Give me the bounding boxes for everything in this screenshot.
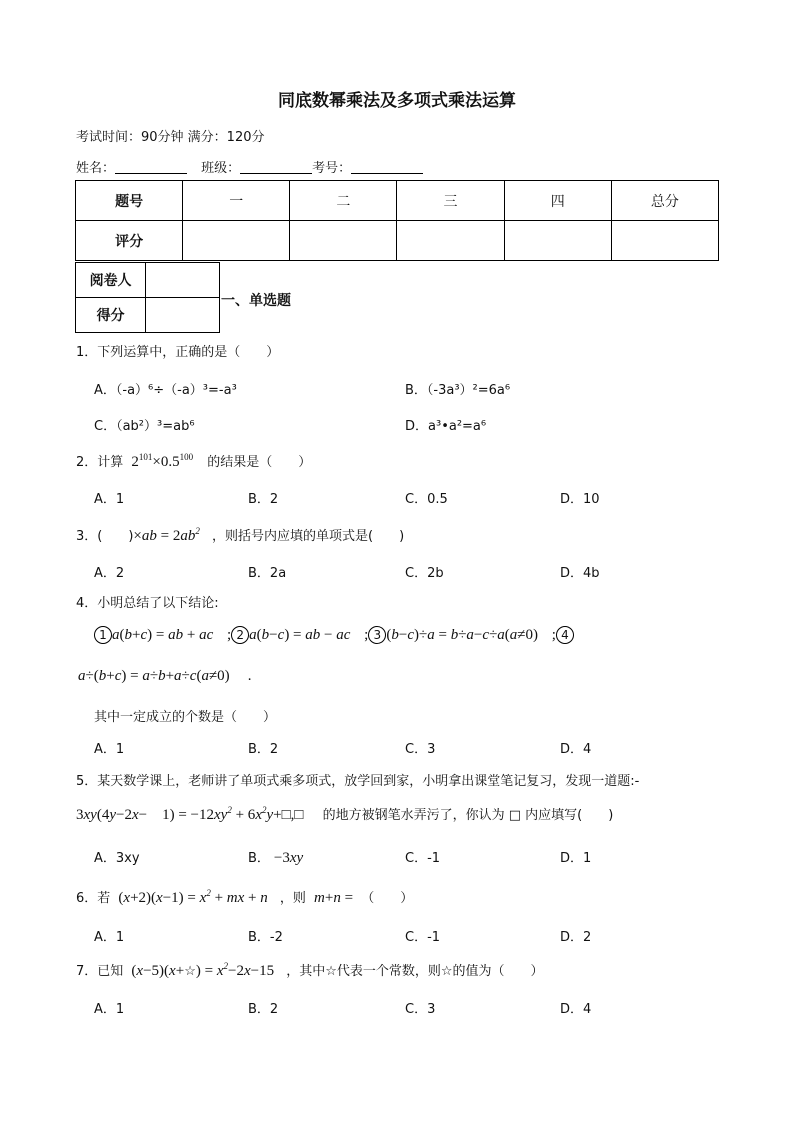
q5-option-b[interactable] [248, 847, 303, 867]
score-header: 总分 [611, 181, 718, 221]
q6-suffix: （ ） [361, 891, 414, 906]
q7-option-b[interactable]: B．2 [248, 1002, 279, 1017]
q5-option-a[interactable]: A．3xy [94, 851, 140, 866]
q5-option-d[interactable]: D．1 [560, 851, 592, 866]
q1-option-c[interactable]: C．（ab²）³=ab⁶ [94, 419, 195, 434]
score-header: 三 [397, 181, 504, 221]
star-icon: ☆ [184, 963, 196, 978]
q3-stem [76, 525, 404, 545]
circled-2: 2 [231, 626, 249, 644]
q6-option-a[interactable]: A．1 [94, 930, 125, 945]
q3-option-d[interactable]: D．4b [560, 566, 600, 581]
score-row-label: 评分 [76, 221, 183, 261]
q7-option-a[interactable]: A．1 [94, 1002, 125, 1017]
q7-suffix: ，其中☆代表一个常数，则☆的值为（ ） [286, 964, 544, 979]
q2-formula: $2^{101}\times 0.5^{100}$ [131, 452, 194, 470]
section-title: 一、单选题 [221, 293, 291, 309]
q6-prefix: 6．若 [76, 891, 111, 906]
q4-statements: 1 a(b+c) = ab + ac ; 2 a(b−c) = ab − ac ; 3 (b−c)÷a = b÷a−c÷a(a≠0) ; 4 [94, 626, 574, 644]
grader-score-label: 得分 [76, 298, 146, 333]
q1-stem: 1．下列运算中，正确的是（ ） [76, 345, 280, 360]
q2-option-d[interactable]: D．10 [560, 492, 600, 507]
q4-option-b[interactable]: B．2 [248, 742, 279, 757]
q5-stem: 5．某天数学课上，老师讲了单项式乘多项式，放学回到家，小明拿出课堂笔记复习，发现一道题:- [76, 774, 640, 789]
q6-option-c[interactable]: C．-1 [405, 930, 441, 945]
q2-suffix: 的结果是（ ） [207, 455, 312, 470]
q4-option-c[interactable]: C．3 [405, 742, 436, 757]
grader-score-cell[interactable] [146, 298, 220, 333]
score-header: 二 [290, 181, 397, 221]
q5-line2 [76, 803, 613, 824]
page-title: 同底数幂乘法及多项式乘法运算 [278, 91, 516, 111]
q5-option-b-formula: −3xy [273, 850, 304, 866]
q2-prefix: 2．计算 [76, 455, 124, 470]
q7-option-d[interactable]: D．4 [560, 1002, 592, 1017]
score-cell[interactable] [397, 221, 504, 261]
score-cell[interactable] [183, 221, 290, 261]
q6-mid: ，则 [279, 891, 306, 906]
q6-formula-2: m+n = [314, 890, 354, 906]
q6-option-b[interactable]: B．-2 [248, 930, 283, 945]
q3-option-b[interactable]: B．2a [248, 566, 287, 581]
q2-option-c[interactable]: C．0.5 [405, 492, 448, 507]
q3-option-c[interactable]: C．2b [405, 566, 444, 581]
q3-suffix: ，则括号内应填的单项式是( ) [212, 529, 405, 544]
number-blank[interactable] [351, 161, 423, 174]
score-cell[interactable] [290, 221, 397, 261]
q6-formula: $(x+2)(x-1) = x^2$ + mx + n [118, 888, 268, 906]
q6-option-d[interactable]: D．2 [560, 930, 592, 945]
q4-tail: 其中一定成立的个数是（ ） [94, 710, 277, 725]
q7-formula: (x−5)(x+☆) = $x^2-2x-15$ [131, 961, 275, 979]
q6-stem [76, 887, 413, 907]
name-label: 姓名： [76, 161, 116, 176]
q2-option-b[interactable]: B．2 [248, 492, 279, 507]
score-header: 题号 [76, 181, 183, 221]
q2-stem [76, 451, 311, 471]
q4-stem: 4．小明总结了以下结论: [76, 596, 219, 611]
circled-3: 3 [368, 626, 386, 644]
number-label: 考号： [312, 161, 352, 176]
q1-option-d[interactable]: D．a³•a²=a⁶ [405, 419, 487, 434]
circled-4: 4 [556, 626, 574, 644]
q1-option-b[interactable]: B．（-3a³）²=6a⁶ [405, 383, 511, 398]
q4-statement-4: a÷(b+c) = a÷b+a÷c(a≠0) . [78, 668, 252, 684]
q5-suffix: 的地方被钢笔水弄污了，你认为 □ 内应填写( ) [322, 808, 614, 823]
score-header: 一 [183, 181, 290, 221]
q7-prefix: 7．已知 [76, 964, 124, 979]
score-cell[interactable] [504, 221, 611, 261]
name-blank[interactable] [115, 161, 187, 174]
q1-option-a[interactable]: A．（-a）⁶÷（-a）³=-a³ [94, 383, 237, 398]
class-label: 班级： [201, 161, 241, 176]
q3-option-a[interactable]: A．2 [94, 566, 125, 581]
q4-option-a[interactable]: A．1 [94, 742, 125, 757]
q5-option-c[interactable]: C．-1 [405, 851, 441, 866]
grader-table [75, 262, 220, 333]
q5-option-b-label: B． [248, 851, 270, 866]
student-fields [76, 157, 423, 176]
circled-1: 1 [94, 626, 112, 644]
grader-label: 阅卷人 [76, 263, 146, 298]
q2-option-a[interactable]: A．1 [94, 492, 125, 507]
score-table [75, 180, 719, 261]
q3-prefix: 3．( ) [76, 529, 134, 544]
q7-option-c[interactable]: C．3 [405, 1002, 436, 1017]
score-header: 四 [504, 181, 611, 221]
score-cell[interactable] [611, 221, 718, 261]
exam-info: 考试时间：90分钟 满分：120分 [76, 130, 265, 145]
q4-option-d[interactable]: D．4 [560, 742, 592, 757]
class-blank[interactable] [240, 161, 312, 174]
grader-cell[interactable] [146, 263, 220, 298]
q3-formula: $\times ab = 2ab^2$ [133, 526, 200, 544]
q7-stem [76, 960, 544, 980]
q5-formula: 3xy(4y−2x− $1) = -12xy^2$ + $6x^2y+□,□$ [76, 805, 304, 823]
